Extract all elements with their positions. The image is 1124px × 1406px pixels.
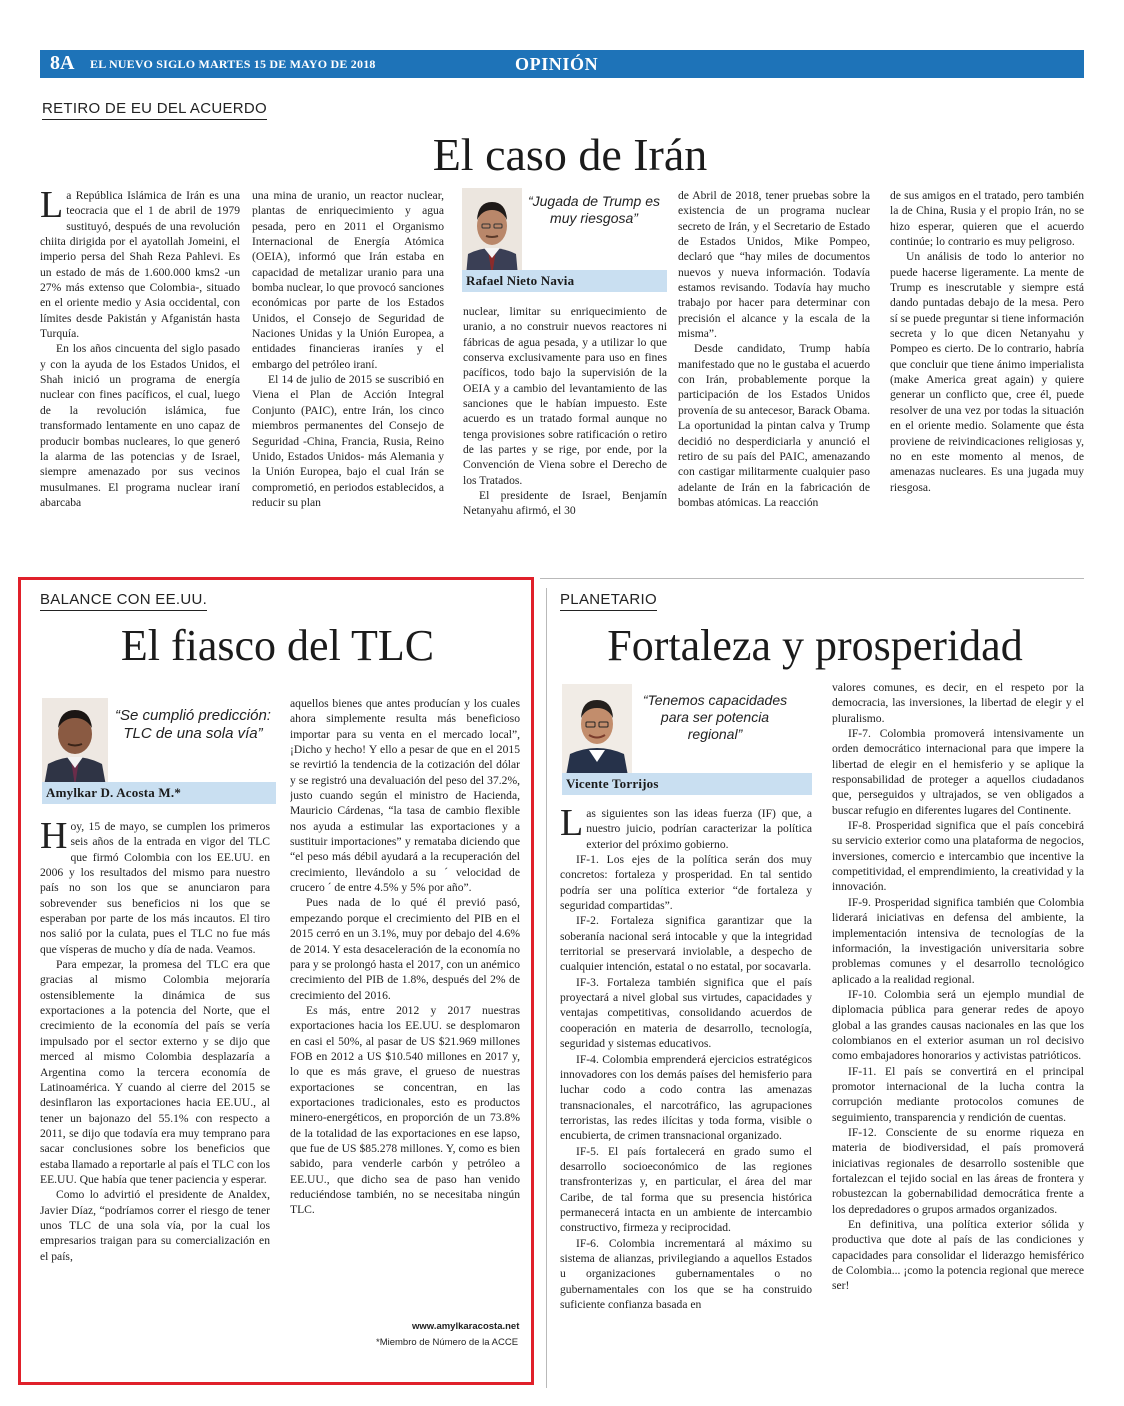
paragraph: IF-12. Consciente de su enorme riqueza en materia de biodiversidad, el país promoverá iniciativas regionales de desarrollo sostenible que fortalezcan el tejido social en las áreas de frontera y robustezcan la gobernabilidad democrática frente a los depredadores o grupos armados organizados. [832, 1125, 1084, 1216]
paragraph: IF-6. Colombia incrementará al máximo su sistema de alianzas, privilegiando a aquellos Estados u organizaciones gubernamentales o no gubernamentales con los que se ha construido suficiente confianza basada en [560, 1236, 812, 1311]
tlc-column-1 [40, 819, 270, 1347]
iran-column-5 [890, 188, 1084, 573]
paragraph: Como lo advirtió el presidente de Analdex, Javier Díaz, “podríamos correr el riesgo de tener unos TLC de una sola vía, por la cual los empresarios traigan para su comercialización en el país, [40, 1188, 270, 1263]
paragraph: IF-4. Colombia emprenderá ejercicios estratégicos innovadores con los demás países del hemisferio para luchar codo a codo contra las amenazas transnacionales, el narcotráfico, las agrupaciones terroristas, las redes ilícitas y toda forma, visible o encubierta, de crimen transnacional organizado. [560, 1052, 812, 1143]
author-photo [42, 698, 108, 786]
divider-rule [546, 588, 547, 1388]
paragraph: El presidente de Israel, Benjamín Netanyahu afirmó, el 30 [463, 489, 667, 518]
dropcap: L [560, 806, 584, 844]
headline-iran: El caso de Irán [432, 129, 708, 180]
paragraph: IF-7. Colombia promoverá intensivamente un orden democrático internacional para que impere la libertad de elegir en el hemisferio y se aplique la responsabilidad de proteger a aquellos ciudadanos que, perseguidos y ultrajados, se ven obligados a buscar refugio en diferentes lugares del Continente. [832, 727, 1084, 817]
paragraph: nuclear, limitar su enriquecimiento de uranio, a no construir nuevos reactores ni fábricas de agua pesada, y a utilizar lo que conserva exclusivamente para uso en fines pacíficos, todo bajo la supervisión de la OEIA y a cambio del levantamiento de las sanciones que le habían impuesto. Este acuerdo es un tratado formal aunque no tenga provisiones sobre ratificación o retiro de las partes y se rige, por ende, por la Convención de Viena sobre el Derecho de los Tratados. [463, 305, 667, 487]
kicker-planetario: PLANETARIO [560, 591, 657, 611]
page-number: 8A [50, 52, 75, 74]
paragraph: IF-5. El país fortalecerá en grado sumo el desarrollo socioeconómico de las regiones transfronterizas y, en particular, el área del mar Caribe, de tal forma que su presencia histórica permanecerá intacta en un ambiente de intercambio constructivo, firmeza y reciprocidad. [560, 1144, 812, 1235]
kicker-iran: RETIRO DE EU DEL ACUERDO [42, 100, 267, 120]
section-title: OPINIÓN [515, 54, 599, 74]
iran-column-4 [678, 188, 870, 573]
pull-quote-planetario: “Tenemos capacidades para ser potencia regional” [642, 692, 788, 742]
author-photo [562, 684, 632, 776]
paragraph: de Abril de 2018, tener pruebas sobre la existencia de un programa nuclear secreto de Irán, y el Secretario de Estado de Estados Unidos, Mike Pompeo, declaró que “hay miles de documentos nuevos y nueva información. Todavía estamos revisando. Todavía hay mucho trabajo por hacer para determinar con precisión el alcance y la escala de la misma”. [678, 189, 870, 341]
paragraph: IF-3. Fortaleza también significa que el país proyectará a nivel global sus virtudes, capacidades y ventajas competitivas, consolidando acuerdos de cooperación en materia de desarrollo, tecnología, seguridad y sistemas educativos. [560, 975, 812, 1051]
paragraph: IF-9. Prosperidad significa también que Colombia liderará iniciativas en defensa del ambiente, la implementación intensiva de tecnologías de la información, la investigación universitaria sobre problemas comunes y el desarrollo tecnológico aplicado a la realidad regional. [832, 895, 1084, 986]
author-name-iran: Rafael Nieto Navia [462, 270, 667, 292]
iran-column-2 [252, 188, 444, 573]
page-header-bar [40, 50, 1084, 78]
paragraph: Un análisis de todo lo anterior no puede hacerse ligeramente. La mente de Trump es inescrutable y siempre está dando puntadas debajo de la mesa. Pero sí se puede preguntar si tiene información secreta y lo que dicen Netanyahu y Pompeo es cierto. De lo contrario, habría que concluir que tiene ánimo imperialista (make America great again) y quiere generar un conflicto que, cree él, puede resolver de una vez por todas la situación en el oriente medio. Solamente que ésta proviene de reivindicaciones religiosas y, no en este momento al menos, de amenazas nucleares. Es una jugada muy riesgosa. [890, 250, 1084, 494]
author-footnote: *Miembro de Número de la ACCE [376, 1337, 519, 1348]
iran-column-1 [40, 188, 240, 573]
kicker-tlc: BALANCE CON EE.UU. [40, 591, 207, 611]
paragraph: Es más, entre 2012 y 2017 nuestras exportaciones hacia los EE.UU. se desplomaron en casi el 50%, al pasar de US $21.969 millones FOB en 2012 a US $10.540 millones en 2017 y, lo que es más grave, el grueso de nuestras exportaciones se concentran, en las exportaciones tradicionales, esto es productos minero-energéticos, en proporción de un 73.8% de la totalidad de las exportaciones en ese lapso, que fue de US $85.278 millones. Y, como es bien sabido, para venderle carbón y petróleo a EE.UU., que dicho sea de paso han venido reduciéndose también, no se necesitaba ningún TLC. [290, 1003, 520, 1217]
dropcap: H [40, 819, 68, 857]
pull-quote-tlc: “Se cumplió predicción: TLC de una sola vía” [115, 707, 271, 742]
newspaper-date-line: EL NUEVO SIGLO MARTES 15 DE MAYO DE 2018 [90, 57, 376, 71]
paragraph: En los años cincuenta del siglo pasado y con la ayuda de los Estados Unidos, el Shah inició un programa de energía nuclear con fines pacíficos, el cual, luego de la revolución islámica, fue transformado lentamente en uno capaz de producir bombas nucleares, lo que generó la alarma de las potencias y de Israel, siempre amenazado por sus vecinos musulmanes. El programa nuclear iraní abarcaba [40, 342, 240, 509]
paragraph: Para empezar, la promesa del TLC era que gracias al mismo Colombia mejoraría ostensiblemente la dinámica de sus exportaciones a la potencia del Norte, que el crecimiento de la economía del país se vería impulsado por el sector externo y se dijo que merced al mismo Colombia desplazaría a Argentina como la tercera economía de Latinoamérica. Y cuando al cierre del 2015 se desinflaron las exportaciones hacia EE.UU., al tener un bajonazo del 55.1% con respecto a 2011, se dijo que todavía era muy temprano para sacar conclusiones sobre los beneficios que estaba llamado a reportarle al país el TLC con los EE.UU. Que había que tener paciencia y esperar. [40, 958, 270, 1186]
paragraph: valores comunes, es decir, en el respeto por la democracia, las inversiones, la libertad de elegir y el pluralismo. [832, 681, 1084, 725]
paragraph: Pues nada de lo qué él previó pasó, empezando porque el crecimiento del PIB en el 2015 cerró en un 3.1%, muy por debajo del 4.6% de 2014. Y esta desaceleración de la economía no para y se prolongó hasta el 2017, con un anémico crecimiento del PIB de 1.8%, después del 2% de crecimiento del 2016. [290, 896, 520, 1002]
divider-rule [540, 578, 1084, 579]
author-photo [462, 188, 522, 276]
paragraph: oy, 15 de mayo, se cumplen los primeros seis años de la entrada en vigor del TLC que firmó Colombia con los EE.UU. en 2006 y los resultados del mismo para nuestro país no son los que se anunciaron para sobrevender sus beneficios ni los que se esperaban por parte de los más incautos. El tiro nos salió por la culata, pues el TLC no fue más que vísperas de mucho y día de nada. Veamos. [40, 820, 270, 956]
headline-tlc: El fiasco del TLC [120, 621, 435, 670]
paragraph: IF-2. Fortaleza significa garantizar que la soberanía nacional será intocable y que la integridad territorial se preservará inviolable, a despecho de cualquier intención, estatal o no estatal, por socavarla. [560, 914, 812, 974]
paragraph: a República Islámica de Irán es una teocracia que el 1 de abril de 1979 sustituyó, después de una revolución chiita dirigida por el ayatollah Jomeini, el imperio persa del Shah Reza Pahlevi. Es un estado de más de 1.600.000 kms2 -un 27% más extenso que Colombia-, situado en el oriente medio y Asia occidental, con límites desde Pakistán y Afganistán hasta Turquía. [40, 189, 240, 341]
tlc-column-2 [290, 696, 520, 1314]
author-name-tlc: Amylkar D. Acosta M.* [42, 782, 276, 804]
paragraph: El 14 de julio de 2015 se suscribió en Viena el Plan de Acción Integral Conjunto (PAIC), entre Irán, los cinco miembros permanentes del Consejo de Seguridad -China, Francia, Rusia, Reino Unido, Estados Unidos- más Alemania y la Unión Europea, bajo el cual Irán se comprometió, en periodos establecidos, a reducir su plan [252, 373, 444, 509]
planetario-column-1 [560, 806, 812, 1386]
paragraph: aquellos bienes que antes producían y los cuales ahora simplemente resulta más beneficioso importar para su venta en el mercado local”, ¡Dicho y hecho! Y ello a pesar de que en el 2015 se revirtió la tendencia de la cotización del dólar y se registró una devaluación del peso del 37.2%, justo cuando según el ministro de Hacienda, Mauricio Cárdenas, “la tasa de cambio flexible nos ayuda a estimular las exportaciones y a sustituir importaciones” y remataba diciendo que “el peso más débil ayudará a la recuperación del crecimiento, llevándolo a su ´ velocidad de crucero ´ de entre 4.5% y 5% por año”. [290, 697, 520, 895]
paragraph: IF-1. Los ejes de la política serán dos muy concretos: fortaleza y prosperidad. En tal sentido podría ser una política exterior “de fortaleza y seguridad compartidas”. [560, 853, 812, 913]
paragraph: IF-11. El país se convertirá en el principal promotor internacional de la lucha contra la corrupción mediante protocolos comunes de seguimiento, transparencia y rendición de cuentas. [832, 1064, 1084, 1124]
paragraph: de sus amigos en el tratado, pero también la de China, Rusia y el propio Irán, no se hizo esperar, quieren que el acuerdo continúe; lo contrario es muy peligroso. [890, 189, 1084, 249]
paragraph: Desde candidato, Trump había manifestado que no le gustaba el acuerdo con Irán, probablemente porque la participación de los Estados Unidos provenía de su antecesor, Barack Obama. La oportunidad la pintan calva y Trump decidió no desperdiciarla y anunció el retiro de su país del PAIC, amenazando con castigar militarmente cualquier paso adelante de Irán en la fabricación de bombas atómicas. La reacción [678, 342, 870, 509]
dropcap: L [40, 188, 64, 226]
planetario-column-2 [832, 680, 1084, 1386]
headline-planetario: Fortaleza y prosperidad [607, 621, 1023, 670]
iran-column-3 [463, 304, 667, 574]
pull-quote-iran: “Jugada de Trump es muy riesgosa” [527, 193, 661, 226]
paragraph: una mina de uranio, un reactor nuclear, plantas de enriquecimiento y agua pesada, pero en 2011 el Organismo Internacional de Energía Atómica (OEIA), informó que Irán estaba en capacidad de metalizar uranio para una bomba nuclear, lo que provocó sanciones económicas por parte de los Estados Unidos, el Consejo de Seguridad de Naciones Unidas y la Unión Europea, a entidades financieras iraníes y el embargo del petróleo iraní. [252, 189, 444, 371]
paragraph: En definitiva, una política exterior sólida y productiva que dote al país de las condiciones y capacidades para consolidar el liderazgo hemisférico de Colombia... ¡como la potencia regional que merece ser! [832, 1218, 1084, 1293]
paragraph: as siguientes son las ideas fuerza (IF) que, a nuestro juicio, podrían caracterizar la política exterior del próximo gobierno. [586, 807, 812, 851]
paragraph: IF-10. Colombia será un ejemplo mundial de diplomacia pública para generar redes de apoyo global a las grandes causas nacionales en las que los colombianos en el exterior asuman un rol decisivo como embajadores honorarios y activistas patrióticos. [832, 987, 1084, 1063]
paragraph: IF-8. Prosperidad significa que el país concebirá su servicio exterior como una plataforma de negocios, inversiones, comercio e intercambio que incentive la competitividad, el emprendimiento, la creatividad y la innovación. [832, 819, 1084, 894]
author-website: www.amylkaracosta.net [412, 1321, 520, 1332]
author-name-planetario: Vicente Torrijos [562, 773, 812, 795]
